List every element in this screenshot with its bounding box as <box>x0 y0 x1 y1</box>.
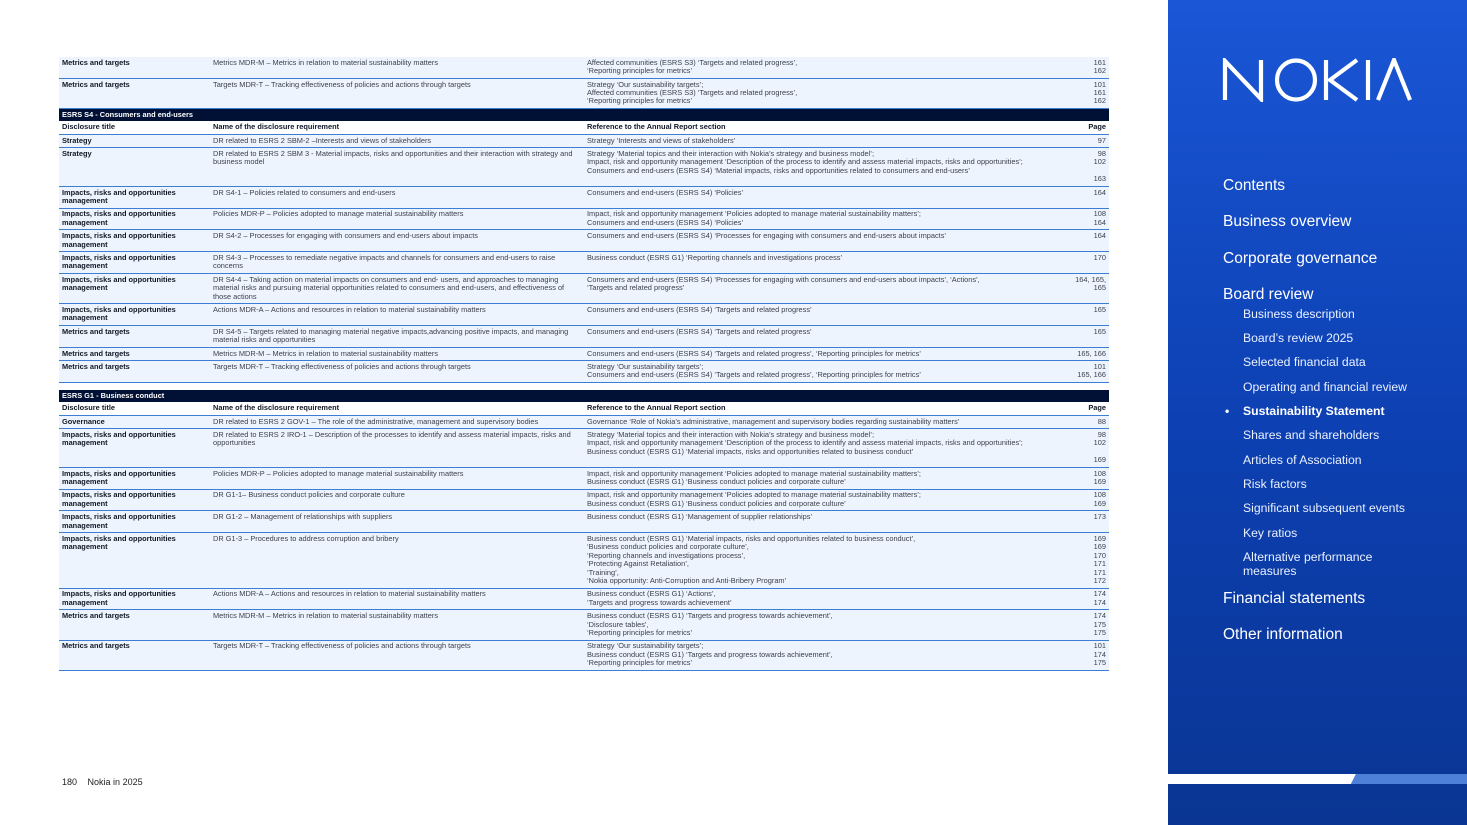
disclosure-title-cell: Impacts, risks and opportunities management <box>59 230 210 252</box>
requirement-cell: DR related to ESRS 2 IRO-1 – Description of the processes to identify and assess material impacts, risks and opportunities <box>210 429 584 468</box>
disclosure-title-cell: Impacts, risks and opportunities management <box>59 304 210 326</box>
requirement-cell: Metrics MDR-M – Metrics in relation to material sustainability matters <box>210 610 584 640</box>
requirement-cell: DR S4-1 – Policies related to consumers and end-users <box>210 186 584 208</box>
requirement-cell: Actions MDR-A – Actions and resources in relation to material sustainability matters <box>210 588 584 610</box>
requirement-cell: Targets MDR-T – Tracking effectiveness of policies and actions through targets <box>210 640 584 670</box>
reference-cell: Impact, risk and opportunity management ‘Policies adopted to manage material sustainability matters’; Consumers and end-users (ESRS S4) ‘Policies’ <box>584 208 1054 230</box>
table-row <box>59 467 1109 489</box>
requirement-cell: DR G1-3 – Procedures to address corruption and bribery <box>210 533 584 588</box>
page-cell: 108 169 <box>1054 489 1109 511</box>
page-cell: 97 <box>1054 134 1109 147</box>
sidebar-subitem-label: Operating and financial review <box>1243 379 1407 394</box>
column-header-title: Disclosure title <box>59 402 210 415</box>
sidebar-subitem-sustainability-statement[interactable] <box>1223 404 1407 419</box>
requirement-cell: Policies MDR-P – Policies adopted to manage material sustainability matters <box>210 467 584 489</box>
page-footer <box>62 777 151 787</box>
page-cell: 101 165, 166 <box>1054 361 1109 383</box>
disclosure-title-cell: Governance <box>59 415 210 428</box>
page-cell: 108 169 <box>1054 467 1109 489</box>
sidebar-subitem-label: Significant subsequent events <box>1243 501 1405 516</box>
requirement-cell: DR related to ESRS 2 GOV-1 – The role of the administrative, management and supervisory bodies <box>210 415 584 428</box>
g1-rows <box>59 415 1109 670</box>
reference-cell: Business conduct (ESRS G1) ‘Actions’, ‘Targets and progress towards achievement’ <box>584 588 1054 610</box>
table-row <box>59 533 1109 588</box>
page-cell: 98 102 169 <box>1054 429 1109 468</box>
page-cell: 174 175 175 <box>1054 610 1109 640</box>
page-cell: 174 174 <box>1054 588 1109 610</box>
nokia-logo[interactable] <box>1222 58 1412 107</box>
table-row <box>59 57 1109 78</box>
reference-cell: Affected communities (ESRS S3) ‘Targets and related progress’, ‘Reporting principles for metrics’ <box>584 57 1054 78</box>
requirement-cell: DR S4-3 – Processes to remediate negative impacts and channels for consumers and end-users to raise concerns <box>210 252 584 274</box>
sidebar-subitem-risk-factors[interactable] <box>1223 477 1407 492</box>
reference-cell: Business conduct (ESRS G1) ‘Management of supplier relationships’ <box>584 511 1054 533</box>
disclosure-title-cell: Metrics and targets <box>59 361 210 383</box>
sidebar-subitem-label: Selected financial data <box>1243 355 1366 370</box>
active-bullet-icon: • <box>1225 404 1230 419</box>
page-cell: 164 <box>1054 230 1109 252</box>
disclosure-tables <box>59 57 1109 671</box>
table-row <box>59 186 1109 208</box>
page-cell: 161 162 <box>1054 57 1109 78</box>
reference-cell: Strategy ‘Material topics and their interaction with Nokia’s strategy and business model’; Impact, risk and opportunity management ‘Description of the process to identify and assess material impacts, risks and opportunities’; Consumers and end-users (ESRS S4) ‘Material impacts, risks and opportunities related to consumers and end-users’ <box>584 148 1054 187</box>
section-s4 <box>59 109 1109 135</box>
page-cell: 101 161 162 <box>1054 78 1109 108</box>
disclosure-title-cell: Strategy <box>59 134 210 147</box>
requirement-cell: DR G1-1– Business conduct policies and corporate culture <box>210 489 584 511</box>
table-row <box>59 347 1109 360</box>
nokia-logo-icon <box>1222 58 1412 102</box>
reference-cell: Business conduct (ESRS G1) ‘Reporting channels and investigations process’ <box>584 252 1054 274</box>
table-row <box>59 252 1109 274</box>
sidebar-subitem-label: Shares and shareholders <box>1243 428 1380 443</box>
s4-rows <box>59 134 1109 382</box>
requirement-cell: DR S4-2 – Processes for engaging with consumers and end-users about impacts <box>210 230 584 252</box>
sidebar-subitem-board-s-review[interactable] <box>1223 331 1407 346</box>
section-title: ESRS S4 - Consumers and end-users <box>59 109 1109 122</box>
sidebar-subitem-operating-and-financial-review[interactable] <box>1223 380 1407 395</box>
column-header-requirement: Name of the disclosure requirement <box>210 402 584 415</box>
table-row <box>59 588 1109 610</box>
reference-cell: Governance ‘Role of Nokia’s administrative, management and supervisory bodies regarding sustainability matters’ <box>584 415 1054 428</box>
section-header-s4 <box>59 109 1109 122</box>
requirement-cell: DR related to ESRS 2 SBM 3 - Material impacts, risks and opportunities and their interaction with strategy and business model <box>210 148 584 187</box>
sidebar-subitem-articles-of-association[interactable] <box>1223 453 1407 468</box>
page-cell: 108 164 <box>1054 208 1109 230</box>
section-g1 <box>59 390 1109 415</box>
sidebar-item-financial-statements[interactable]: Financial statements <box>1223 589 1366 607</box>
requirement-cell: DR G1-2 – Management of relationships with suppliers <box>210 511 584 533</box>
page-cell: 98 102 163 <box>1054 148 1109 187</box>
page-cell: 165 <box>1054 304 1109 326</box>
sidebar-submenu <box>1223 307 1407 579</box>
sidebar-subitem-key-ratios[interactable] <box>1223 526 1407 541</box>
disclosure-title-cell: Impacts, risks and opportunities management <box>59 208 210 230</box>
table-row <box>59 208 1109 230</box>
reference-cell: Strategy ‘Interests and views of stakeholders’ <box>584 134 1054 147</box>
table-row <box>59 78 1109 108</box>
sidebar-subitem-shares-and-shareholders[interactable] <box>1223 428 1407 443</box>
disclosure-title-cell: Metrics and targets <box>59 325 210 347</box>
requirement-cell: DR S4-5 – Targets related to managing material negative impacts,advancing positive impacts, and managing material risks and opportunities <box>210 325 584 347</box>
table-row <box>59 610 1109 640</box>
table-row <box>59 134 1109 147</box>
sidebar-subitem-significant-subsequent-events[interactable] <box>1223 501 1407 516</box>
table-continuation-rows <box>59 57 1109 109</box>
table-row <box>59 429 1109 468</box>
disclosure-title-cell: Impacts, risks and opportunities management <box>59 489 210 511</box>
sidebar-item-corporate-governance[interactable]: Corporate governance <box>1223 249 1378 267</box>
page-cell: 88 <box>1054 415 1109 428</box>
disclosure-title-cell: Impacts, risks and opportunities management <box>59 186 210 208</box>
document-title: Nokia in 2025 <box>87 777 143 787</box>
table-row <box>59 230 1109 252</box>
reference-cell: Consumers and end-users (ESRS S4) ‘Processes for engaging with consumers and end-users about impacts’ <box>584 230 1054 252</box>
section-header-g1 <box>59 390 1109 402</box>
page-cell: 165 <box>1054 325 1109 347</box>
page-cell: 164 <box>1054 186 1109 208</box>
disclosure-title-cell: Impacts, risks and opportunities management <box>59 273 210 303</box>
spacer <box>59 382 1109 390</box>
reference-cell: Strategy ‘Our sustainability targets’; Affected communities (ESRS S3) ‘Targets and related progress’, ‘Reporting principles for metrics’ <box>584 78 1054 108</box>
table-row <box>59 325 1109 347</box>
reference-cell: Consumers and end-users (ESRS S4) ‘Processes for engaging with consumers and end-users about impacts’, ‘Actions’, ‘Targets and related progress’ <box>584 273 1054 303</box>
disclosure-title-cell: Metrics and targets <box>59 347 210 360</box>
reference-cell: Consumers and end-users (ESRS S4) ‘Targets and related progress’ <box>584 325 1054 347</box>
sidebar-subitem-label: Articles of Association <box>1243 452 1362 467</box>
sidebar-subitem-label: Alternative performance measures <box>1243 549 1373 579</box>
sidebar-subitem-label: Key ratios <box>1243 525 1298 540</box>
disclosure-title-cell: Impacts, risks and opportunities management <box>59 588 210 610</box>
table-row <box>59 489 1109 511</box>
sidebar-item-other-information[interactable]: Other information <box>1223 625 1343 643</box>
column-header-reference: Reference to the Annual Report section <box>584 402 1054 415</box>
page-cell: 165, 166 <box>1054 347 1109 360</box>
page-cell: 169 169 170 171 171 172 <box>1054 533 1109 588</box>
table-row <box>59 361 1109 383</box>
reference-cell: Consumers and end-users (ESRS S4) ‘Targets and related progress’ <box>584 304 1054 326</box>
sidebar-nav <box>1223 176 1407 661</box>
column-header-page: Page <box>1054 121 1109 134</box>
page-cell: 173 <box>1054 511 1109 533</box>
sidebar <box>1168 0 1467 825</box>
decorative-stripe <box>1168 774 1467 784</box>
column-header-row <box>59 121 1109 134</box>
reference-cell: Consumers and end-users (ESRS S4) ‘Targets and related progress’, ‘Reporting principles for metrics’ <box>584 347 1054 360</box>
requirement-cell: Metrics MDR-M – Metrics in relation to material sustainability matters <box>210 347 584 360</box>
column-header-title: Disclosure title <box>59 121 210 134</box>
sidebar-item-board-review[interactable]: Board review <box>1223 285 1314 303</box>
sidebar-subitem-business-description[interactable] <box>1223 307 1407 322</box>
column-header-requirement: Name of the disclosure requirement <box>210 121 584 134</box>
disclosure-title-cell: Metrics and targets <box>59 640 210 670</box>
page-number: 180 <box>62 777 78 787</box>
column-header-page: Page <box>1054 402 1109 415</box>
disclosure-title-cell: Impacts, risks and opportunities management <box>59 511 210 533</box>
requirement-cell: Metrics MDR-M – Metrics in relation to material sustainability matters <box>210 57 584 78</box>
requirement-cell: DR S4-4 – Taking action on material impacts on consumers and end- users, and approaches to managing material risks and pursuing material opportunities related to consumers and end-users, and effectiveness of those actions <box>210 273 584 303</box>
requirement-cell: Targets MDR-T – Tracking effectiveness of policies and actions through targets <box>210 78 584 108</box>
index-table <box>59 57 1109 671</box>
page-cell: 101 174 175 <box>1054 640 1109 670</box>
disclosure-title-cell: Impacts, risks and opportunities management <box>59 533 210 588</box>
table-row <box>59 304 1109 326</box>
disclosure-title-cell: Impacts, risks and opportunities management <box>59 429 210 468</box>
table-row <box>59 640 1109 670</box>
section-title: ESRS G1 - Business conduct <box>59 390 1109 402</box>
disclosure-title-cell: Metrics and targets <box>59 57 210 78</box>
reference-cell: Impact, risk and opportunity management ‘Policies adopted to manage material sustainability matters’; Business conduct (ESRS G1) ‘Business conduct policies and corporate culture’ <box>584 489 1054 511</box>
column-header-reference: Reference to the Annual Report section <box>584 121 1054 134</box>
reference-cell: Business conduct (ESRS G1) ‘Material impacts, risks and opportunities related to business conduct’, ‘Business conduct policies and corporate culture’, ‘Reporting channels and investigations process’, ‘Protecting Against Retaliation’, ‘Training’, ‘Nokia opportunity: Anti-Corruption and Anti-Bribery Program’ <box>584 533 1054 588</box>
requirement-cell: Actions MDR-A – Actions and resources in relation to material sustainability matters <box>210 304 584 326</box>
requirement-cell: Targets MDR-T – Tracking effectiveness of policies and actions through targets <box>210 361 584 383</box>
reference-cell: Impact, risk and opportunity management ‘Policies adopted to manage material sustainability matters’; Business conduct (ESRS G1) ‘Business conduct policies and corporate culture’ <box>584 467 1054 489</box>
reference-cell: Strategy ‘Our sustainability targets’; Business conduct (ESRS G1) ‘Targets and progress towards achievement’, ‘Reporting principles for metrics’ <box>584 640 1054 670</box>
table-row <box>59 415 1109 428</box>
reference-cell: Strategy ‘Material topics and their interaction with Nokia’s strategy and business model’; Impact, risk and opportunity management ‘Description of the process to identify and assess material impacts, risks and opportunities’; Business conduct (ESRS G1) ‘Material impacts, risks and opportunities related to business conduct’ <box>584 429 1054 468</box>
disclosure-title-cell: Strategy <box>59 148 210 187</box>
requirement-cell: DR related to ESRS 2 SBM-2 –Interests and views of stakeholders <box>210 134 584 147</box>
sidebar-subitem-label: Business description <box>1243 306 1355 321</box>
sidebar-item-contents[interactable]: Contents <box>1223 177 1286 194</box>
table-row <box>59 148 1109 187</box>
disclosure-title-cell: Metrics and targets <box>59 610 210 640</box>
reference-cell: Business conduct (ESRS G1) ‘Targets and progress towards achievement’, ‘Disclosure tables’, ‘Reporting principles for metrics’ <box>584 610 1054 640</box>
table-row <box>59 511 1109 533</box>
page-cell: 164, 165, 165 <box>1054 273 1109 303</box>
sidebar-subitem-alternative-performance-measures[interactable] <box>1223 550 1407 579</box>
disclosure-title-cell: Impacts, risks and opportunities management <box>59 467 210 489</box>
reference-cell: Consumers and end-users (ESRS S4) ‘Policies’ <box>584 186 1054 208</box>
requirement-cell: Policies MDR-P – Policies adopted to manage material sustainability matters <box>210 208 584 230</box>
page-cell: 170 <box>1054 252 1109 274</box>
column-header-row <box>59 402 1109 415</box>
reference-cell: Strategy ‘Our sustainability targets’; Consumers and end-users (ESRS S4) ‘Targets and related progress’, ‘Reporting principles for metrics’ <box>584 361 1054 383</box>
disclosure-title-cell: Impacts, risks and opportunities management <box>59 252 210 274</box>
disclosure-title-cell: Metrics and targets <box>59 78 210 108</box>
sidebar-subitem-selected-financial-data[interactable] <box>1223 355 1407 370</box>
sidebar-subitem-label: Risk factors <box>1243 476 1307 491</box>
table-row <box>59 273 1109 303</box>
sidebar-subitem-label: Board’s review 2025 <box>1243 331 1354 346</box>
sidebar-subitem-label: Sustainability Statement <box>1243 404 1385 419</box>
sidebar-item-business-overview[interactable]: Business overview <box>1223 213 1352 231</box>
